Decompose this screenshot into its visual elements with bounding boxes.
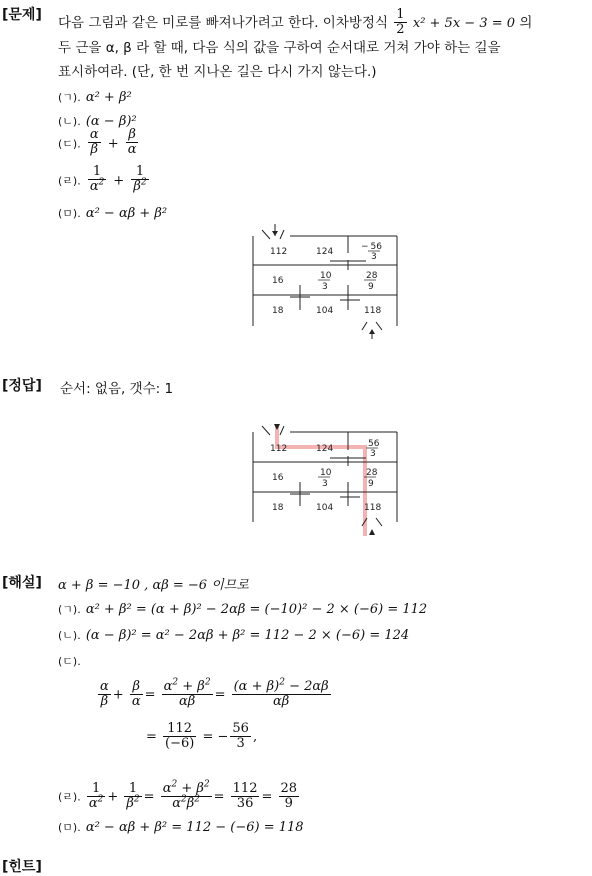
maze-cell: 112 — [270, 247, 288, 257]
item-a-expr: α² + β² — [85, 90, 132, 105]
entrance-arrow-icon — [274, 424, 280, 430]
item-d-label: (ㄹ). — [58, 174, 81, 188]
problem-line-1-tail: 의 — [519, 14, 533, 31]
item-c: (ㄷ). $\frac{\alpha}{\beta}$ + $\frac{\beta}{\alpha}$ — [58, 127, 137, 158]
item-c-frac-2: $\frac{\beta}{\alpha}$ — [127, 127, 137, 158]
solution-c-label: (ㄷ). — [58, 655, 81, 668]
problem-line-2: 두 근을 α, β 라 할 때, 다음 식의 값을 구하여 순서대로 거쳐 가야 하는 길을 — [58, 40, 501, 56]
item-b-expr: (α − β)² — [85, 114, 137, 129]
maze-cell: 112 — [270, 444, 288, 454]
maze-cell: 16 — [272, 276, 284, 286]
maze-cell-den: 3 — [322, 282, 328, 292]
item-a-label: (ㄱ). — [58, 91, 81, 104]
item-b-label: (ㄴ). — [58, 115, 81, 128]
maze-cell-den: 9 — [368, 479, 374, 489]
answer-path — [277, 426, 365, 536]
solution-e-expr: α² − αβ + β² = 112 − (−6) = 118 — [85, 820, 304, 835]
solution-c-display-2: = $\frac{112}{(-6)}$ = − $\frac{56}{3}$ , — [146, 721, 258, 752]
answer-text: 순서: 없음, 갯수: 1 — [60, 381, 174, 397]
maze-cell: 18 — [272, 503, 284, 513]
solution-d: (ㄹ). $\frac{1}{\alpha^2}$ + $\frac{1}{\beta^2}$ = $\frac{\alpha^2 + \beta^2}{\alpha^2\beta^2}$ = $\frac{112}{36}$ = $\frac{28}{9}$ — [58, 779, 298, 812]
item-c-label: (ㄷ). — [58, 137, 81, 151]
problem-equation: x² + 5x − 3 = 0 — [412, 15, 516, 31]
solution-d-label: (ㄹ). — [58, 790, 81, 804]
answer-tag: [정답] — [2, 378, 42, 394]
solution-b-expr: (α − β)² = α² − 2αβ + β² = 112 − 2 × (−6) = 124 — [85, 628, 410, 643]
maze-cell-den: 3 — [322, 479, 328, 489]
maze-cell-num: 28 — [366, 468, 378, 478]
problem-line-3: 표시하여라. (단, 한 번 지나온 길은 다시 가지 않는다.) — [58, 64, 377, 80]
solution-c-display-1: $\frac{\alpha}{\beta}$ + $\frac{\beta}{\alpha}$ = $\frac{\alpha^2 + \beta^2}{\alpha\beta}$ = $\frac{(\alpha + \beta)^2 - 2\alpha\beta}{\alpha\beta}$ — [100, 677, 329, 710]
entrance-arrow-icon — [272, 231, 278, 236]
item-d-frac-1: $\frac{1}{\alpha^2}$ — [89, 164, 105, 195]
exit-arrow-icon — [369, 329, 375, 334]
item-d: (ㄹ). $\frac{1}{\alpha^2}$ + $\frac{1}{\beta^2}$ — [58, 164, 147, 195]
solution-a-label: (ㄱ). — [58, 603, 81, 616]
one-half-fraction: $\frac{1}{2}$ — [396, 7, 405, 38]
maze-cell-num: 28 — [366, 271, 378, 281]
maze-cell-num: 10 — [320, 271, 332, 281]
maze-cell-num: 56 — [368, 439, 380, 449]
solution-a — [58, 598, 427, 617]
solution-a-expr: α² + β² = (α + β)² − 2αβ = (−10)² − 2 × (−6) = 112 — [85, 602, 428, 617]
maze-cell: − 56 — [361, 242, 382, 252]
hint-tag: [힌트] — [2, 859, 42, 875]
maze-cell: 124 — [316, 247, 334, 257]
maze-cell: 118 — [364, 503, 382, 513]
maze-cell: 16 — [272, 473, 284, 483]
solution-b-label: (ㄴ). — [58, 629, 81, 642]
maze-cell: 18 — [272, 306, 284, 316]
solution-c — [58, 650, 81, 669]
item-e-expr: α² − αβ + β² — [85, 206, 168, 221]
solution-b — [58, 624, 409, 643]
solution-tag: [해설] — [2, 575, 42, 591]
item-c-frac-1: $\frac{\alpha}{\beta}$ — [89, 127, 99, 158]
problem-line-1-text: 다음 그림과 같은 미로를 빠져나가려고 한다. 이차방정식 — [58, 14, 393, 31]
maze-answer — [253, 424, 397, 536]
maze-cell-num: 10 — [320, 468, 332, 478]
maze-cell-den: 3 — [371, 252, 377, 262]
maze-cell-den: 9 — [368, 282, 374, 292]
exit-arrow-icon — [369, 529, 375, 535]
maze-cell: 118 — [364, 306, 382, 316]
solution-e-label: (ㅁ). — [58, 821, 81, 834]
maze-cell: 104 — [316, 503, 334, 513]
item-d-frac-2: $\frac{1}{\beta^2}$ — [133, 164, 147, 195]
maze-cell: 124 — [316, 444, 334, 454]
item-e-label: (ㅁ). — [58, 207, 81, 220]
solution-line-0: α + β = −10 , αβ = −6 이므로 — [58, 578, 249, 593]
solution-e — [58, 816, 304, 835]
maze-cell-den: 3 — [370, 449, 376, 459]
problem-tag: [문제] — [2, 7, 42, 23]
maze-cell: 104 — [316, 306, 334, 316]
